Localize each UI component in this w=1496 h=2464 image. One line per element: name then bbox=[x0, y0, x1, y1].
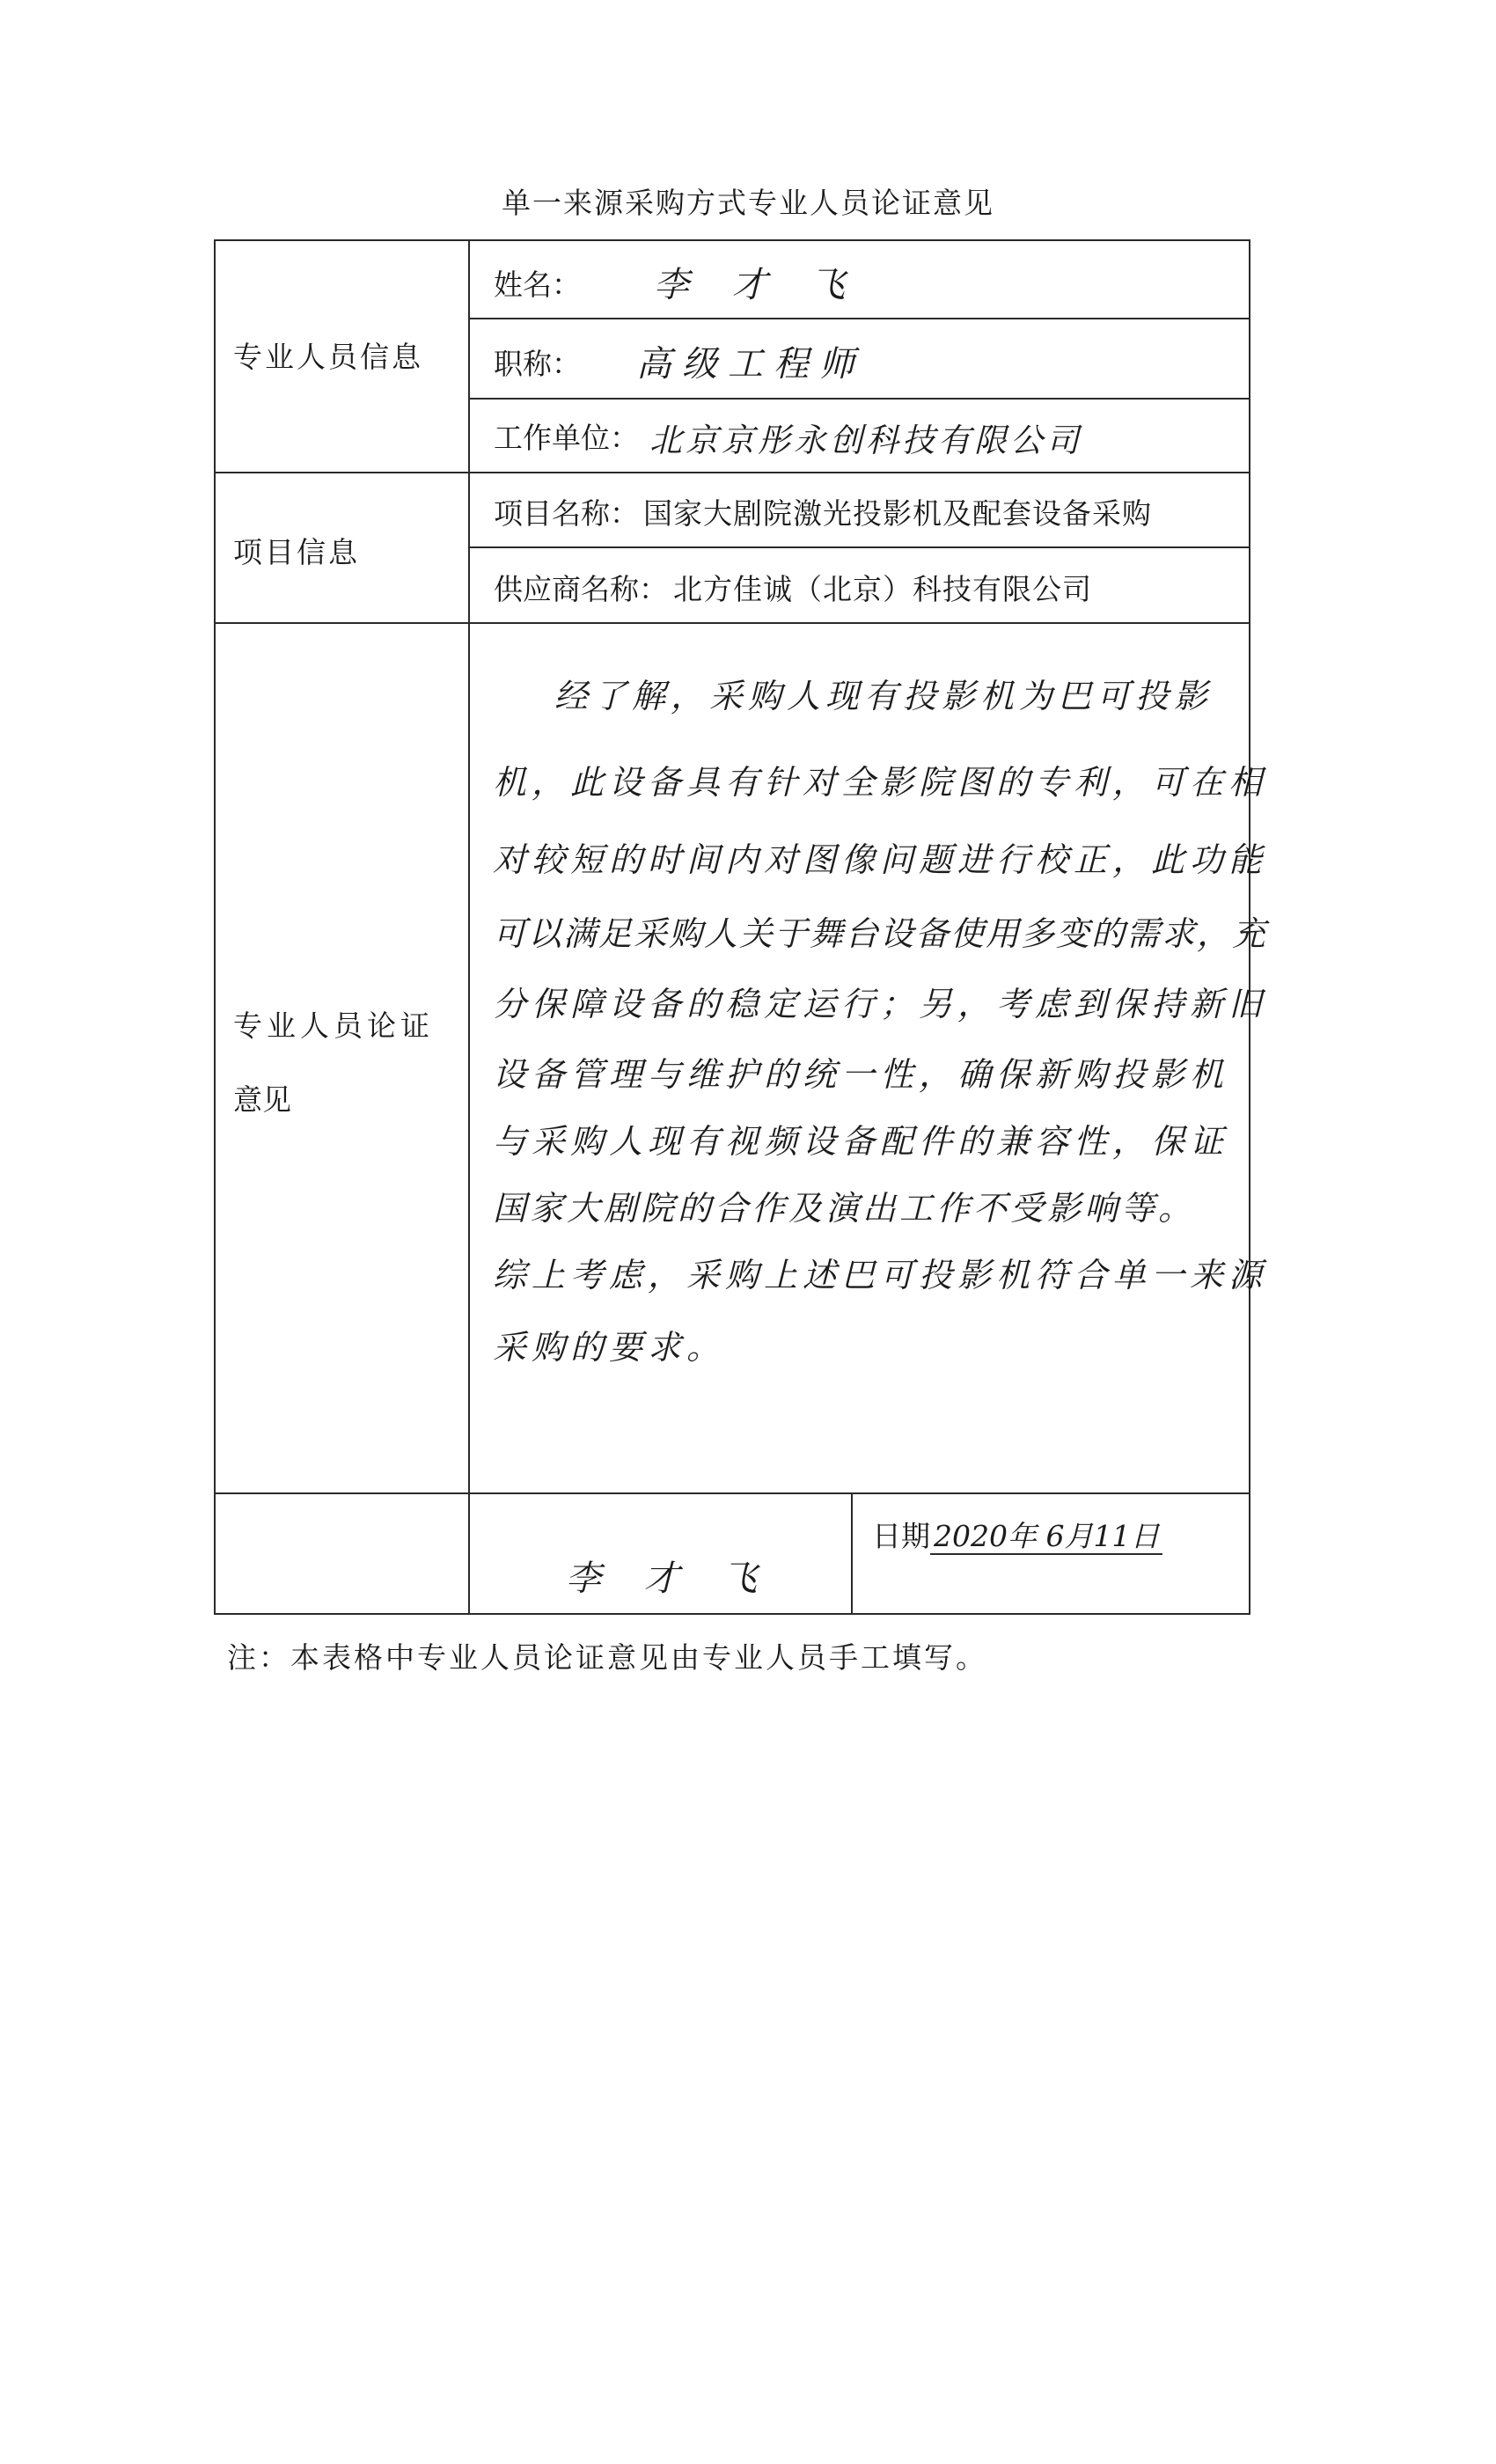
opinion-label-line1: 专业人员论证 bbox=[233, 1008, 434, 1043]
project-name-label: 项目名称： bbox=[494, 496, 639, 531]
employer-label: 工作单位： bbox=[494, 421, 639, 455]
row-divider-name bbox=[468, 318, 1250, 319]
expert-info-label: 专业人员信息 bbox=[233, 340, 423, 374]
opinion-line: 与采购人现有视频设备配件的兼容性，保证 bbox=[493, 1122, 1229, 1161]
opinion-line: 机，此设备具有针对全影院图的专利，可在相 bbox=[493, 763, 1268, 802]
name-label: 姓名： bbox=[494, 268, 581, 302]
date-value: 2020年 6月11日 bbox=[930, 1519, 1162, 1555]
table-border-bottom bbox=[214, 1613, 1250, 1615]
row-divider-title bbox=[468, 398, 1250, 400]
project-info-label: 项目信息 bbox=[233, 535, 360, 569]
opinion-line: 对较短的时间内对图像问题进行校正，此功能 bbox=[493, 840, 1268, 879]
opinion-line: 经了解，采购人现有投影机为巴可投影 bbox=[554, 677, 1214, 715]
title-label: 职称： bbox=[494, 347, 581, 381]
opinion-line: 综上考虑，采购上述巴可投影机符合单一来源 bbox=[493, 1256, 1268, 1294]
supplier-label: 供应商名称： bbox=[494, 572, 668, 606]
table-border-top bbox=[214, 239, 1250, 241]
row-divider-opinion bbox=[214, 1492, 1250, 1494]
name-value: 李 才 飞 bbox=[654, 265, 862, 305]
row-divider-expert bbox=[214, 472, 1250, 473]
opinion-line: 采购的要求。 bbox=[493, 1328, 726, 1367]
opinion-line: 国家大剧院的合作及演出工作不受影响等。 bbox=[493, 1189, 1196, 1228]
footnote: 注：本表格中专业人员论证意见由专业人员手工填写。 bbox=[227, 1640, 987, 1675]
row-divider-project-info bbox=[214, 622, 1250, 624]
opinion-line: 可以满足采购人关于舞台设备使用多变的需求，充 bbox=[493, 914, 1268, 953]
title-value: 高级工程师 bbox=[636, 344, 865, 385]
project-name-value: 国家大剧院激光投影机及配套设备采购 bbox=[643, 496, 1152, 531]
opinion-label-line2: 意见 bbox=[233, 1082, 291, 1117]
opinion-line: 分保障设备的稳定运行；另，考虑到保持新旧 bbox=[493, 985, 1268, 1023]
document-title: 单一来源采购方式专业人员论证意见 bbox=[502, 186, 994, 220]
employer-value: 北京京彤永创科技有限公司 bbox=[649, 422, 1082, 459]
date-label: 日期 bbox=[872, 1519, 930, 1553]
signature-value: 李 才 飞 bbox=[566, 1558, 774, 1599]
column-divider-date bbox=[851, 1492, 853, 1615]
row-divider-project bbox=[468, 546, 1250, 548]
table-border-left bbox=[214, 239, 216, 1615]
opinion-line: 设备管理与维护的统一性，确保新购投影机 bbox=[493, 1055, 1229, 1094]
date-field bbox=[872, 1514, 1162, 1555]
supplier-value: 北方佳诚（北京）科技有限公司 bbox=[673, 572, 1092, 606]
column-divider bbox=[468, 239, 470, 1615]
